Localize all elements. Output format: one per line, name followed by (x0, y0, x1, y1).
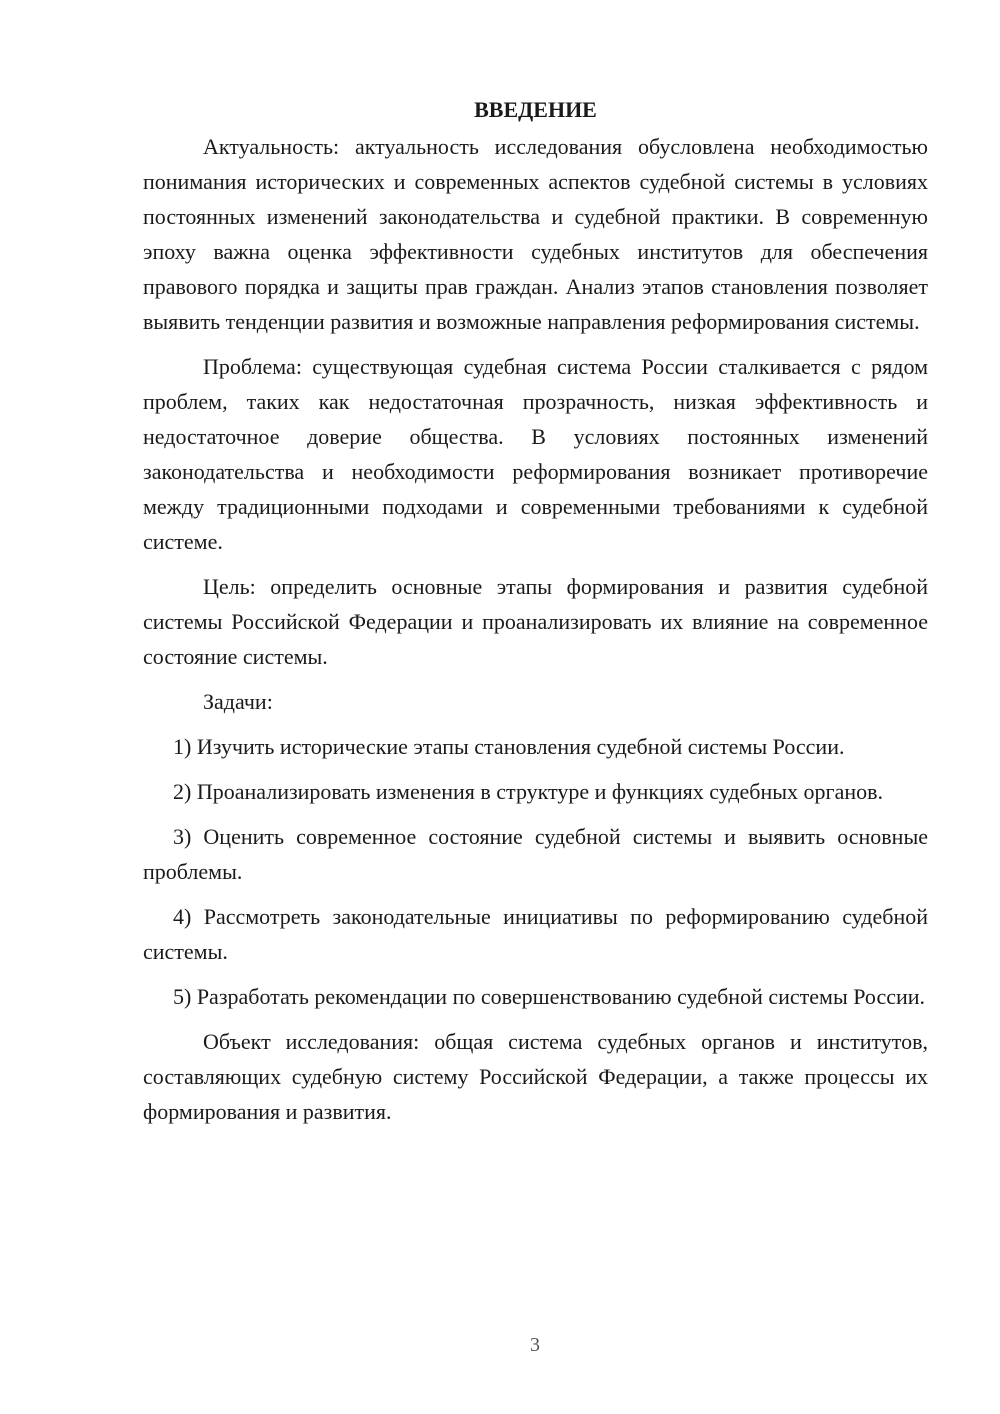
task-item-3: 3) Оценить современное состояние судебной системы и выявить основные проблемы. (143, 824, 928, 884)
object-paragraph: Объект исследования: общая система судебных органов и институтов, составляющих судебную систему Российской Федерации, а также процессы их формирования и развития. (143, 1029, 928, 1124)
task-item-2: 2) Проанализировать изменения в структуре и функциях судебных органов. (173, 779, 883, 804)
document-page (143, 92, 928, 1139)
goal-paragraph: Цель: определить основные этапы формирования и развития судебной системы Российской Федерации и проанализировать их влияние на современное состояние системы. (143, 574, 928, 669)
section-title: ВВЕДЕНИЕ (474, 97, 597, 122)
task-item-1: 1) Изучить исторические этапы становления судебной системы России. (173, 734, 845, 759)
tasks-heading: Задачи: (203, 689, 273, 714)
task-item-4: 4) Рассмотреть законодательные инициативы по реформированию судебной системы. (143, 904, 928, 964)
relevance-paragraph: Актуальность: актуальность исследования обусловлена необходимостью понимания исторических и современных аспектов судебной системы в условиях постоянных изменений законодательства и судебной практики. В современную эпоху важна оценка эффективности судебных институтов для обеспечения правового порядка и защиты прав граждан. Анализ этапов становления позволяет выявить тенденции развития и возможные направления реформирования системы. (143, 134, 928, 334)
problem-paragraph: Проблема: существующая судебная система России сталкивается с рядом проблем, таких как недостаточная прозрачность, низкая эффективность и недостаточное доверие общества. В условиях постоянных изменений законодательства и необходимости реформирования возникает противоречие между традиционными подходами и современными требованиями к судебной системе. (143, 354, 928, 554)
task-item-5: 5) Разработать рекомендации по совершенствованию судебной системы России. (173, 984, 926, 1009)
page-number: 3 (530, 1334, 540, 1356)
